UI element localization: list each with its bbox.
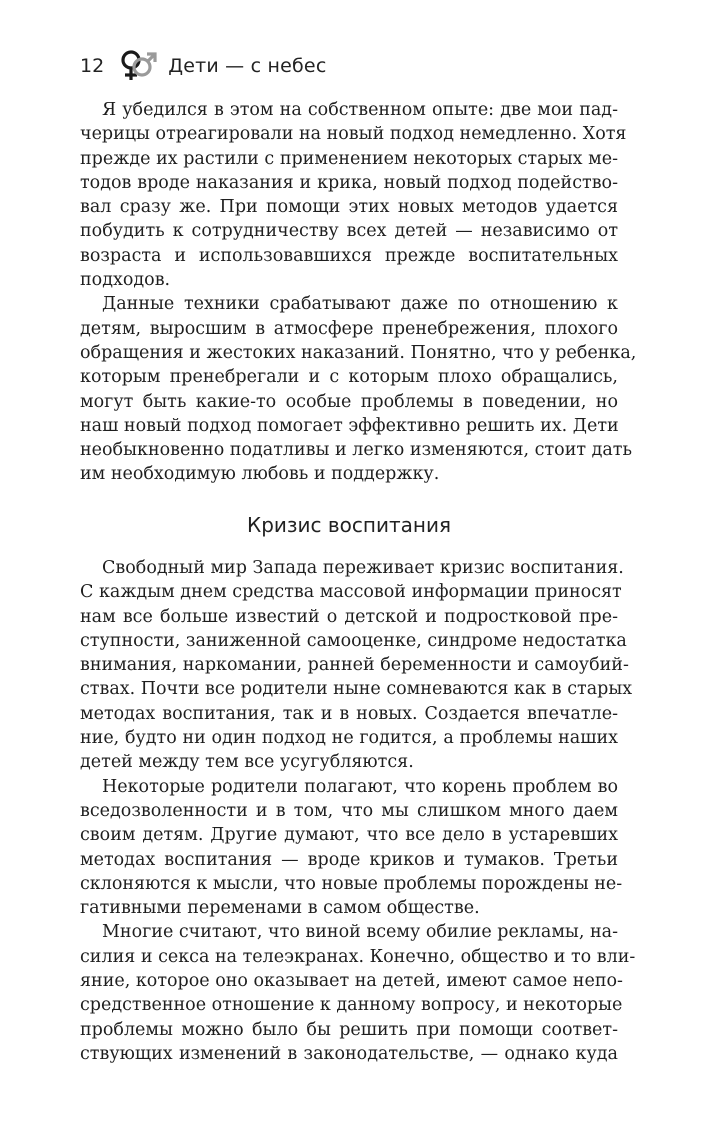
text-line: силия и секса на телеэкранах. Конечно, общество и то вли-: [80, 946, 636, 967]
text-line: С каждым днем средства массовой информации приносят: [80, 582, 622, 603]
text-line: возраста и использовавшихся прежде воспитательных: [80, 245, 618, 266]
text-line: детям, выросшим в атмосфере пренебрежения, плохого: [80, 318, 618, 339]
section-heading: Кризис воспитания: [247, 513, 451, 537]
running-title: Дети — с небес: [168, 55, 327, 77]
text-line: побудить к сотрудничеству всех детей — независимо от: [80, 221, 618, 242]
text-line: подходов.: [80, 270, 171, 291]
text-line: своим детям. Другие думают, что все дело в устаревших: [80, 825, 618, 846]
gender-symbols-icon: [118, 46, 158, 86]
text-line: черицы отреагировали на новый подход немедленно. Хотя: [80, 124, 627, 145]
text-line: Данные техники срабатывают даже по отношению к: [102, 294, 618, 315]
paragraph: [80, 920, 636, 1066]
page-header: [80, 46, 326, 86]
text-line: внимания, наркомании, ранней беременности и самоубий-: [80, 655, 629, 676]
text-line: ствах. Почти все родители ныне сомневаются как в старых: [80, 679, 633, 700]
text-line: средственное отношение к данному вопросу, и некоторые: [80, 995, 623, 1016]
paragraph: [80, 292, 637, 486]
paragraph: [80, 98, 627, 292]
page-number: 12: [80, 55, 105, 77]
text-line: ступности, заниженной самооценке, синдроме недостатка: [80, 630, 627, 651]
text-line: необыкновенно податливы и легко изменяются, стоит дать: [80, 440, 633, 461]
text-line: методах воспитания, так и в новых. Создается впечатле-: [80, 703, 618, 724]
text-line: вседозволенности и в том, что мы слишком много даем: [80, 800, 618, 821]
text-line: детей между тем все усугубляются.: [80, 752, 414, 773]
section1-text: [80, 98, 637, 487]
text-line: ствующих изменений в законодательстве, — однако куда: [80, 1043, 618, 1064]
text-line: Некоторые родители полагают, что корень проблем во: [102, 776, 618, 797]
text-line: наш новый подход помогает эффективно решить их. Дети: [80, 415, 619, 436]
paragraph: [80, 556, 633, 775]
text-line: методах воспитания — вроде криков и тумаков. Третьи: [80, 849, 618, 870]
text-line: гативными переменами в самом обществе.: [80, 898, 480, 919]
text-line: Многие считают, что виной всему обилие рекламы, на-: [102, 922, 618, 943]
text-line: тодов вроде наказания и крика, новый подход подейство-: [80, 172, 618, 193]
text-line: могут быть какие-то особые проблемы в поведении, но: [80, 391, 618, 412]
text-line: Свободный мир Запада переживает кризис воспитания.: [102, 558, 624, 578]
section2-text: [80, 556, 636, 1066]
text-line: которым пренебрегали и с которым плохо обращались,: [80, 367, 618, 388]
text-line: нам все больше известий о детской и подростковой пре-: [80, 606, 618, 627]
text-line: обращения и жестоких наказаний. Понятно, что у ребенка,: [80, 342, 637, 363]
text-line: яние, которое оно оказывает на детей, имеют самое непо-: [80, 971, 623, 992]
text-line: ние, будто ни один подход не годится, а проблемы наших: [80, 728, 618, 749]
text-line: им необходимую любовь и поддержку.: [80, 464, 440, 485]
text-line: Я убедился в этом на собственном опыте: две мои пад-: [102, 100, 618, 120]
text-line: вал сразу же. При помощи этих новых методов удается: [80, 197, 618, 218]
text-line: прежде их растили с применением некоторых старых ме-: [80, 148, 618, 169]
paragraph: [80, 775, 623, 921]
text-line: склоняются к мысли, что новые проблемы порождены не-: [80, 873, 623, 894]
text-line: проблемы можно было бы решить при помощи соответ-: [80, 1019, 618, 1040]
